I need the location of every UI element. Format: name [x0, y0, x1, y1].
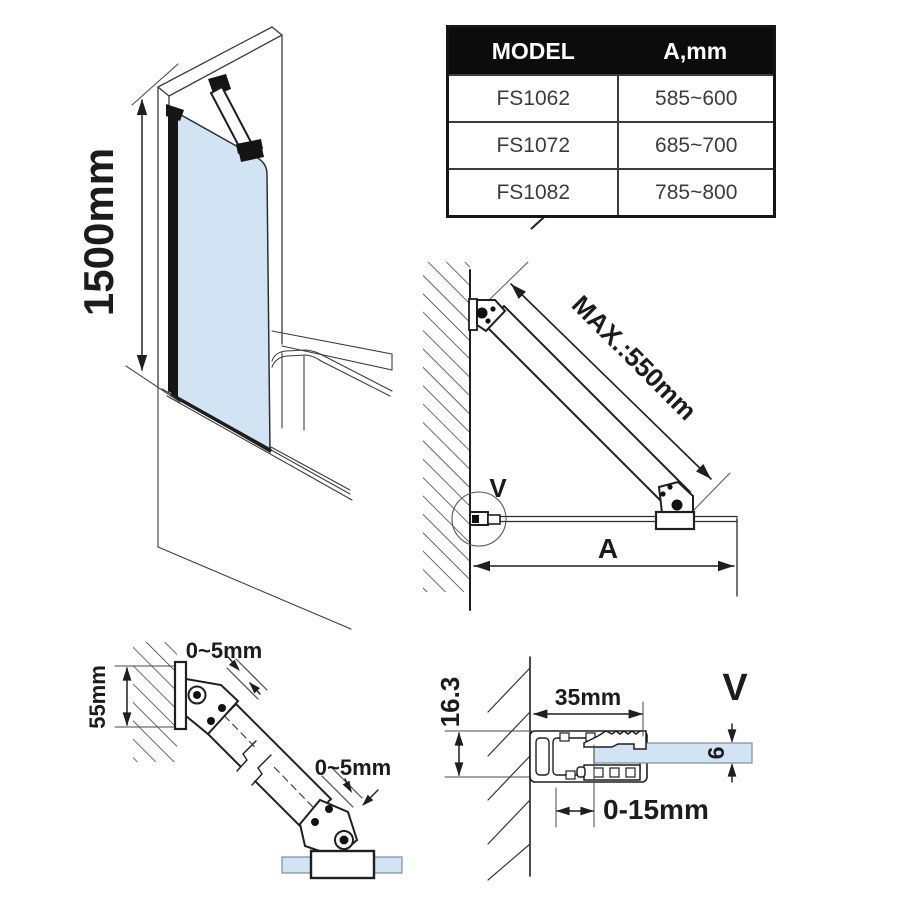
table-cell-a: 585~600 — [617, 76, 773, 121]
height-dimension — [75, 64, 180, 402]
table-cell-model: FS1072 — [496, 133, 571, 157]
adjust-range-label: 0-15mm — [603, 794, 709, 825]
table-cell-model: FS1082 — [496, 180, 571, 204]
glass-thickness-label: 6 — [703, 746, 729, 760]
size-table-header-a: A,mm — [663, 37, 728, 64]
glass-panel — [172, 111, 270, 452]
table-row — [449, 74, 773, 121]
size-table-header-model: MODEL — [491, 37, 575, 64]
top-view — [423, 262, 737, 610]
height-dimension-label: 1500mm — [75, 147, 122, 317]
wall-hatch — [488, 668, 530, 880]
folding-arm — [485, 306, 690, 511]
table-row — [449, 121, 773, 168]
table-cell-a: 785~800 — [617, 170, 773, 215]
wall-hatch — [423, 262, 470, 592]
glass-clamp-plan — [656, 512, 694, 529]
profile-depth-label: 16.3 — [435, 676, 465, 728]
hinge-detail-view — [85, 638, 402, 878]
profile-depth-dimension — [435, 677, 537, 777]
hinge-gap-top-label: 0~5mm — [185, 638, 263, 663]
width-a-dimension — [474, 533, 734, 571]
wall-profile-detail-view — [435, 657, 752, 880]
size-table — [446, 25, 776, 218]
max-width-label: MAX.:550mm — [566, 289, 703, 426]
table-cell-a: 685~700 — [617, 123, 773, 168]
hinge-gap-bottom-label: 0~5mm — [314, 755, 392, 780]
detail-title-label: V — [722, 667, 748, 709]
table-cell-model: FS1062 — [496, 86, 571, 110]
wall-profile-strip — [168, 106, 178, 397]
detail-marker-label: V — [489, 473, 507, 503]
glass-clamp — [311, 851, 374, 878]
table-row — [449, 168, 773, 215]
perspective-view — [75, 27, 392, 629]
profile-width-label: 35mm — [554, 684, 622, 710]
wall-bracket — [469, 299, 477, 330]
width-a-label: A — [597, 533, 619, 564]
wall-hatch — [133, 642, 177, 762]
glass-bar-right — [374, 857, 402, 873]
size-table-header-row — [449, 28, 773, 74]
wall-plate — [175, 662, 186, 729]
bracket-height-label: 55mm — [85, 665, 110, 729]
profile-width-dimension — [533, 684, 643, 736]
glass-bar-left — [282, 857, 311, 873]
